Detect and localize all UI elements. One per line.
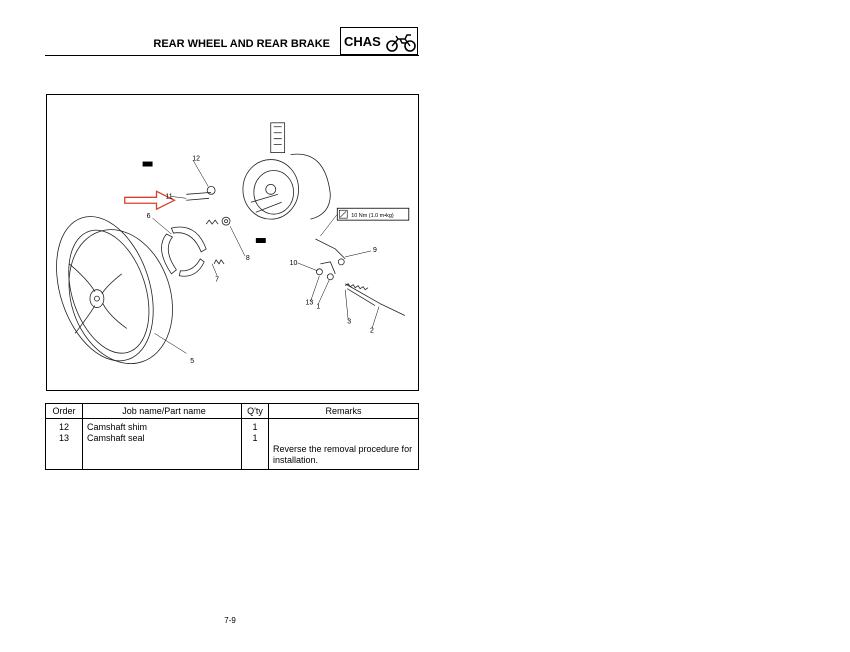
header-rule bbox=[45, 55, 419, 56]
rear-wheel-drawing bbox=[47, 204, 189, 377]
qty-cell bbox=[242, 419, 269, 470]
callout-1: 1 bbox=[316, 303, 321, 311]
col-part-name: Job name/Part name bbox=[83, 404, 242, 419]
part-name: Camshaft shim bbox=[87, 422, 148, 432]
col-qty: Q'ty bbox=[242, 404, 269, 419]
callout-7: 7 bbox=[215, 276, 219, 284]
table-row bbox=[46, 419, 419, 470]
brake-drum-drawing bbox=[243, 123, 330, 219]
callout-9: 9 bbox=[373, 246, 377, 254]
part-name-cell bbox=[83, 419, 242, 470]
parts-table bbox=[45, 403, 419, 470]
callout-10: 10 bbox=[289, 259, 298, 267]
part-name: Camshaft seal bbox=[87, 433, 145, 443]
camshaft-drawing bbox=[186, 186, 230, 225]
callout-6: 6 bbox=[146, 213, 151, 221]
callout-12: 12 bbox=[192, 155, 200, 163]
table-header-row bbox=[46, 404, 419, 419]
exploded-view-figure bbox=[46, 94, 419, 391]
torque-spec-text: 10 Nm (1.0 m•kg) bbox=[351, 213, 394, 220]
col-order: Order bbox=[46, 404, 83, 419]
torque-spec-box bbox=[320, 208, 408, 236]
remarks-cell bbox=[269, 419, 419, 470]
brake-shoes-drawing bbox=[162, 227, 207, 276]
callout-2: 2 bbox=[370, 327, 374, 335]
page-number: 7-9 bbox=[224, 616, 236, 625]
callout-11: 11 bbox=[165, 193, 173, 201]
section-badge-label: CHAS bbox=[344, 34, 381, 49]
col-remarks: Remarks bbox=[269, 404, 419, 419]
qty-value: 1 bbox=[252, 422, 258, 432]
remarks-text: Reverse the removal procedure for installation. bbox=[273, 444, 413, 465]
section-badge bbox=[340, 27, 418, 55]
order-value: 13 bbox=[58, 433, 69, 443]
callout-3: 3 bbox=[347, 318, 352, 326]
order-cell bbox=[46, 419, 83, 470]
callout-13: 13 bbox=[305, 299, 314, 307]
qty-value: 1 bbox=[252, 433, 258, 443]
callout-5: 5 bbox=[190, 358, 195, 366]
brake-cable-drawing bbox=[315, 239, 404, 315]
order-value: 12 bbox=[58, 422, 69, 432]
brake-assembly-diagram bbox=[47, 95, 418, 390]
page-title: REAR WHEEL AND REAR BRAKE bbox=[153, 38, 330, 50]
callout-8: 8 bbox=[245, 254, 250, 262]
motorcycle-icon bbox=[385, 31, 417, 53]
springs-drawing bbox=[206, 220, 224, 264]
